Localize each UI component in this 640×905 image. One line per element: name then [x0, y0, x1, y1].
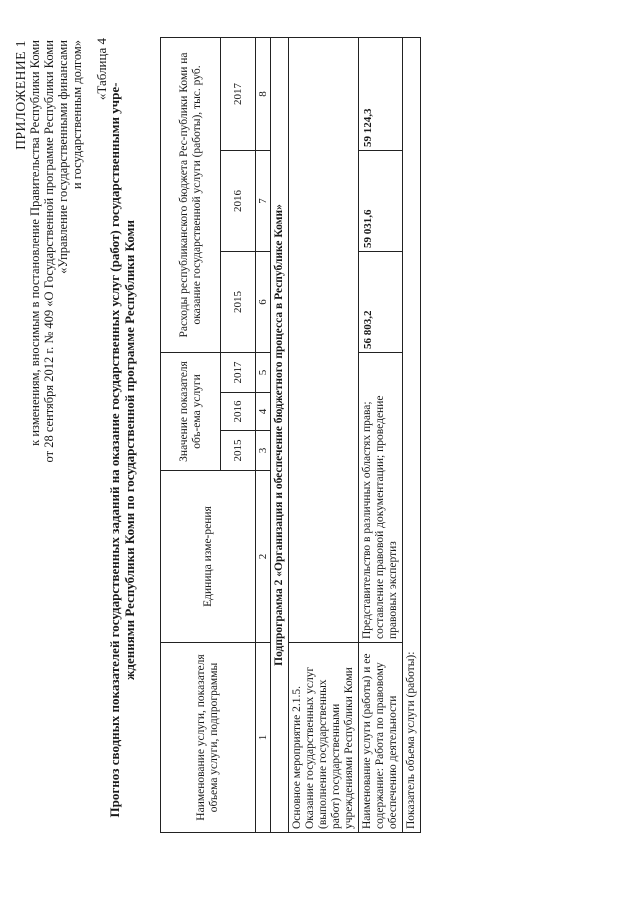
service-row: [359, 37, 403, 832]
cost-cell-2017: 59 124,3: [359, 37, 403, 150]
indicator-row: [403, 37, 421, 832]
column-number: 6: [256, 251, 271, 352]
measure-empty-cell: [289, 37, 359, 642]
appendix-header: [14, 40, 84, 600]
measure-row: [289, 37, 359, 832]
title-line: ждениями Республики Коми по государственной программе Республики Коми: [121, 220, 137, 680]
table-header-row: [161, 37, 221, 832]
column-number: 5: [256, 352, 271, 392]
year-cell: 2016: [221, 150, 256, 251]
column-number: 4: [256, 393, 271, 431]
title-line: Прогноз сводных показателей государственных заданий на оказание государственных услуг (работ) государственными учре-: [107, 82, 122, 818]
subprogram-row: [271, 37, 289, 832]
column-number: 2: [256, 471, 271, 643]
appendix-line: от 28 сентября 2012 г. № 409 «О Государственной программе Республики Коми: [42, 40, 56, 463]
measure-cell: Основное мероприятие 2.1.5. Оказание государственных услуг (выполнение государственных работ) государственными учреждениями Республики Коми: [289, 643, 359, 833]
year-cell: 2017: [221, 37, 256, 150]
year-cell: 2015: [221, 431, 256, 471]
appendix-line: к изменениям, вносимым в постановление Правительства Республики Коми: [28, 40, 42, 446]
header-cell-name: Наименование услуги, показателя объема услуги, подпрограммы: [161, 643, 256, 833]
column-number-row: [256, 37, 271, 832]
indicator-label-cell: Показатель объема услуги (работы):: [403, 37, 421, 832]
header-cell-costs: Расходы республиканского бюджета Рес-публики Коми на оказание государственной услуги (работы), тыс. руб.: [161, 37, 221, 352]
service-name-cell: Наименование услуги (работы) и ее содержание: Работа по правовому обеспечению деятельности: [359, 643, 403, 833]
appendix-line: и государственным долгом»: [70, 40, 84, 190]
year-cell: 2016: [221, 393, 256, 431]
year-cell: 2017: [221, 352, 256, 392]
appendix-title: ПРИЛОЖЕНИЕ 1: [13, 40, 28, 150]
column-number: 8: [256, 37, 271, 150]
column-number: 7: [256, 150, 271, 251]
cost-cell-2016: 59 031,6: [359, 150, 403, 251]
year-cell: 2015: [221, 251, 256, 352]
forecast-table: [160, 37, 421, 833]
table-label: «Таблица 4: [94, 38, 109, 101]
document-title: [108, 55, 137, 845]
subprogram-title: Подпрограмма 2 «Организация и обеспечение бюджетного процесса в Республике Коми»: [271, 37, 289, 832]
cost-cell-2015: 56 803,2: [359, 251, 403, 352]
header-cell-unit: Единица изме-рения: [161, 471, 256, 643]
header-cell-volume: Значение показателя объ-ема услуги: [161, 352, 221, 470]
column-number: 3: [256, 431, 271, 471]
appendix-line: «Управление государственными финансами: [56, 40, 70, 274]
column-number: 1: [256, 643, 271, 833]
service-content-cell: Представительство в различных областях права; составление правовой документации; проведение правовых экспертиз: [359, 352, 403, 642]
